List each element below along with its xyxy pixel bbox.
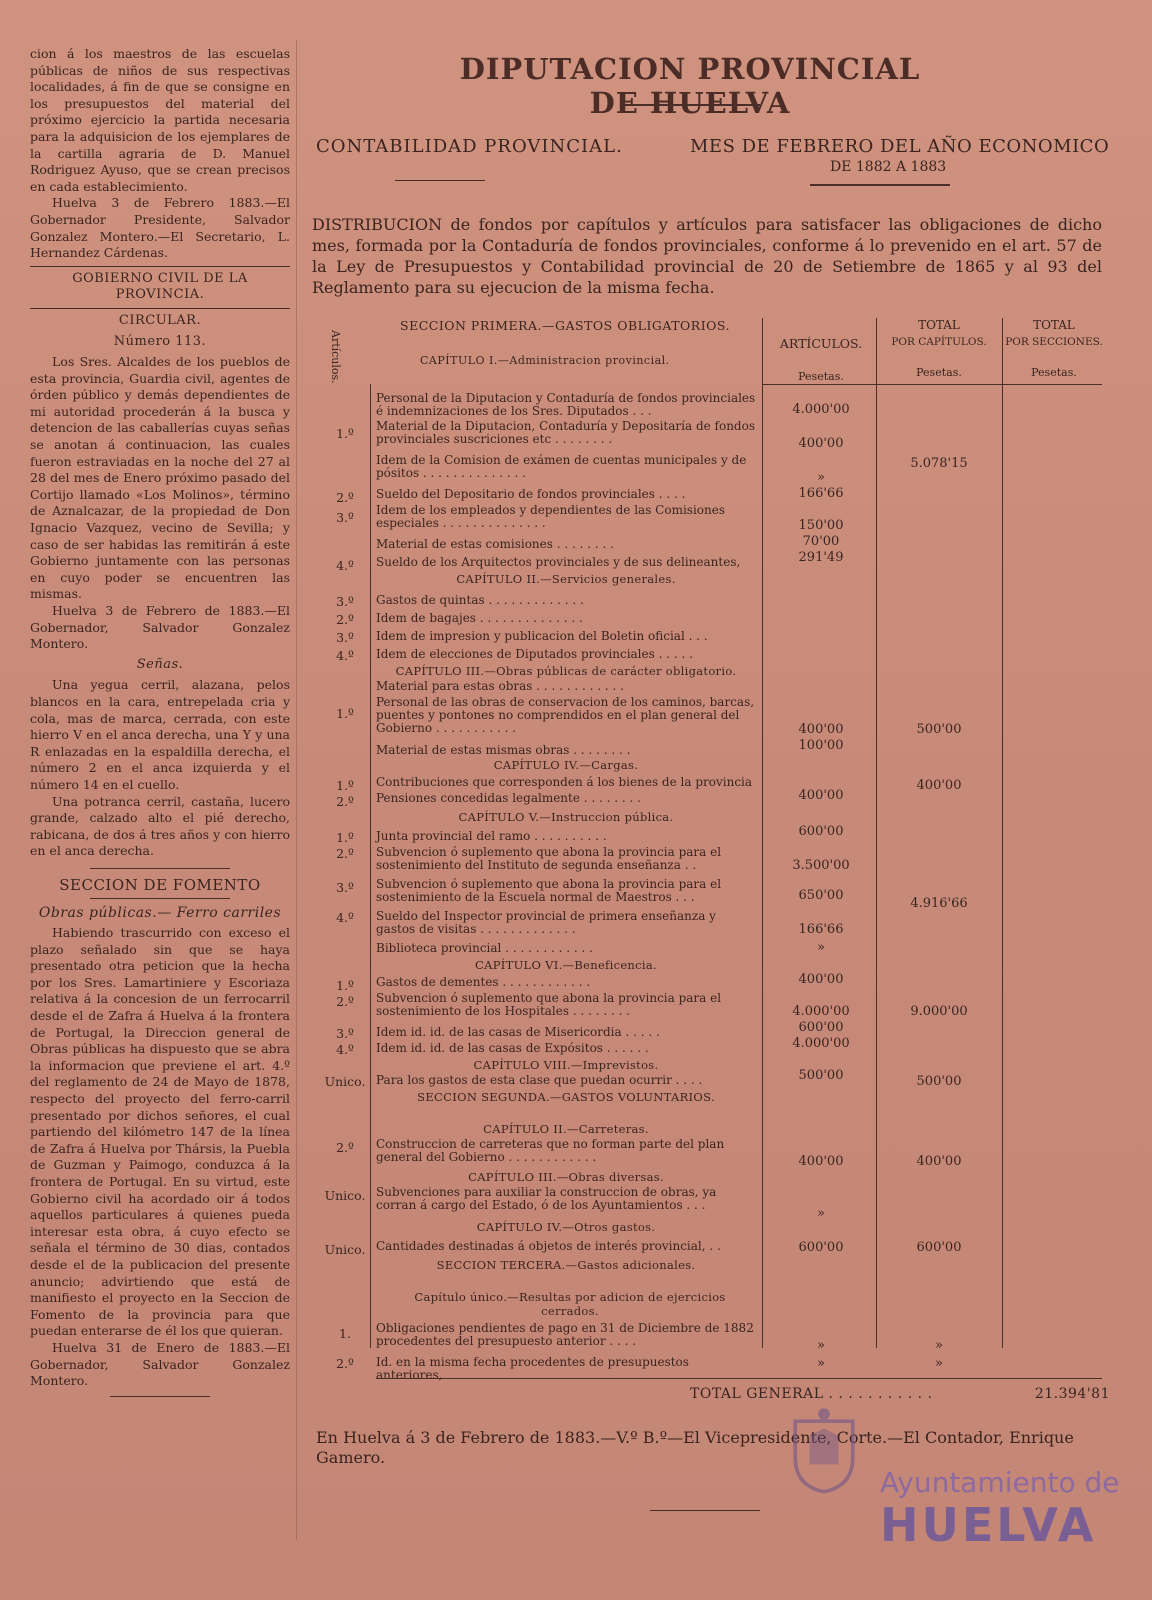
row-value: 166'66 [798,922,844,937]
month-heading: MES DE FEBRERO DEL AÑO ECONOMICO [690,136,1110,157]
years-heading: DE 1882 A 1883 [830,159,947,175]
section-heading: SECCION DE FOMENTO [59,875,261,894]
column-separator [296,40,297,1540]
row-value: » [817,1356,825,1371]
contabilidad-heading: CONTABILIDAD PROVINCIAL. [316,136,623,157]
row-article: 2.º [336,612,354,627]
row-article: 2.º [336,794,354,809]
chapter-heading: CAPÍTULO VIII.—Imprevistos. [473,1058,659,1072]
row-value: 650'00 [798,888,844,903]
row-article: 2.º [336,1140,354,1155]
row-article: 4.º [336,648,354,663]
table-rule [1002,318,1003,1348]
row-value: 100'00 [798,738,844,753]
left-paragraph: Habiendo trascurrido con exceso el plazo señalado sin que se haya presentado otra peticion que la hecha por los Sres. Lamartiniere y Escoriaza relativa á la concesion de un ferrocarril desde el de Zafra á Huelva á la frontera de Portugal, la Direccion general de Obras públicas ha dispuesto que se abra la informacion que previene el art. 4.º del reglamento de 24 de Mayo de 1878, respecto del proyecto del ferro-carril presentado por dichos señores, el cual partiendo del kilómetro 147 de la línea de Zafra á Huelva por Thársis, la Puebla de Guzman y Paimogo, conduzca á la frontera de Portugal. En su virtud, este Gobierno civil ha acordado oir á todos aquellos particulares á quienes pueda interesar esta obra, á cuyo efecto se señala el término de 30 dias, contados desde el de la publicacion del presente anuncio; advirtiendo que está de manifiesto el proyecto en la Seccion de Fomento de la provincia para que puedan enterarse de él los que quieran. [30,925,290,1339]
intro-paragraph: DISTRIBUCION de fondos por capítulos y artículos para satisfacer las obligaciones de dicho mes, formada por la Contaduría de fondos provinciales, conforme á lo prevenido en el art. 57 de la Ley de Presupuestos y Contabilidad provincial de 20 de Setiembre de 1865 y al 93 del Reglamento para su ejecucion de la misma fecha. [312,215,1102,297]
total-capitulos-header: TOTAL POR CAPÍTULOS. Pesetas. [891,318,987,379]
left-column [30,46,290,1403]
row-article: 3.º [336,1026,354,1041]
watermark-line1: Ayuntamiento de [880,1466,1120,1499]
table-row: Biblioteca provincial . . . . . . . . . . . . [376,941,593,955]
table-row: Construccion de carreteras que no forman parte del plan general del Gobierno . . . . . . . . . . . . [376,1137,725,1164]
subsection-heading: Obras públicas.— Ferro carriles [38,904,282,921]
row-value: 4.000'00 [792,402,850,417]
row-article: 4.º [336,558,354,573]
table-rule [762,318,763,1348]
chapter-total: » [935,1356,943,1371]
row-article: Unico. [324,1074,366,1089]
row-value: 400'00 [798,788,844,803]
row-value: » [817,940,825,955]
table-row: Gastos de quintas . . . . . . . . . . . . . [376,593,584,607]
table-row: Idem id. id. de las casas de Misericordia . . . . . [376,1025,660,1039]
total-secciones-header: TOTAL POR SECCIONES. Pesetas. [1005,318,1103,379]
table-rule [370,384,371,1348]
row-value: 600'00 [798,1020,844,1035]
table-row: Cantidades destinadas á objetos de interés provincial, . . [376,1239,721,1253]
row-article: 1.º [336,706,354,721]
row-article: 2.º [336,1356,354,1371]
row-value: 400'00 [798,1154,844,1169]
row-value: 3.500'00 [792,858,850,873]
left-signature: Huelva 3 de Febrero 1883.—El Gobernador Presidente, Salvador Gonzalez Montero.—El Secretario, L. Hernandez Cárdenas. [30,195,290,261]
row-value: » [817,1338,825,1353]
divider [110,1396,210,1397]
total-general [690,1386,1110,1402]
row-article: 4.º [336,1042,354,1057]
row-value: » [817,470,825,485]
section-heading: GOBIERNO CIVIL DE LA PROVINCIA. [72,270,248,303]
chapter-heading: CAPÍTULO IV.—Cargas. [493,758,639,772]
row-value: 400'00 [798,722,844,737]
left-paragraph: cion á los maestros de las escuelas públicas de niños de sus respectivas localidades, á fin de que se consigne en los presupuestos del material del próximo ejercicio la partida necesaria para la adquisicion de los ejemplares de la cartilla agraria de D. Manuel Rodriguez Ayuso, que se crean precisos en cada establecimiento. [30,46,290,194]
senas-heading: Señas. [136,656,184,672]
table-row: Idem id. id. de las casas de Expósitos . . . . . . [376,1041,649,1055]
table-row: Sueldo del Depositario de fondos provinciales . . . . [376,487,686,501]
ornament-line [395,180,485,181]
chapter-total: 4.916'66 [910,896,968,911]
row-value: » [817,1206,825,1221]
table-row: Subvencion ó suplemento que abona la provincia para el sostenimiento de la Escuela normal de Maestros . . . [376,877,722,904]
left-signature: Huelva 3 de Febrero de 1883.—El Gobernador, Salvador Gonzalez Montero. [30,603,290,652]
section-heading: SECCION TERCERA.—Gastos adicionales. [436,1258,696,1272]
chapter-total: 600'00 [916,1240,962,1255]
table-row: Material de estas mismas obras . . . . . . . . [376,743,631,757]
chapter-heading: Capítulo único.—Resultas por adicion de ejercicios cerrados. [414,1290,726,1318]
page-title: DIPUTACION PROVINCIAL DE HUELVA [459,52,921,120]
table-rule [376,1378,1102,1379]
chapter-total: 9.000'00 [910,1004,968,1019]
row-article: 3.º [336,880,354,895]
table-row: Gastos de dementes . . . . . . . . . . . . [376,975,591,989]
chapter-heading: CAPÍTULO V.—Instruccion pública. [458,810,674,824]
row-value: 600'00 [798,1240,844,1255]
row-article: 1.º [336,426,354,441]
table-row: Contribuciones que corresponden á los bienes de la provincia [376,775,753,789]
row-article: 1. [339,1326,351,1341]
circular-heading: CIRCULAR. [118,312,202,328]
pesetas-label: Pesetas. [798,370,844,383]
table-row: Idem de los empleados y dependientes de las Comisiones especiales . . . . . . . . . . . . . . [376,503,726,530]
row-value: 400'00 [798,436,844,451]
seccion-primera-heading: SECCION PRIMERA.—GASTOS OBLIGATORIOS. [400,318,730,333]
row-article: Unico. [324,1188,366,1203]
row-value: 291'49 [798,550,844,565]
table-row: Idem de impresion y publicacion del Boletin oficial . . . [376,629,708,643]
chapter-heading: CAPÍTULO II.—Carreteras. [483,1122,649,1136]
left-signature: Huelva 31 de Enero de 1883.—El Gobernador, Salvador Gonzalez Montero. [30,1339,290,1389]
total-general-label: TOTAL GENERAL . . . . . . . . . . . [690,1386,933,1402]
row-article: 1.º [336,830,354,845]
left-paragraph: Una yegua cerril, alazana, pelos blancos en la cara, entrepelada cria y cola, mas de marca, cerrada, con este hierro V en el anca derecha, una Y y una R enlazadas en la espaldilla derecha, el número 2 en el anca izquierda y el número 14 en el cuello. [30,677,290,792]
table-row: Personal de la Diputacion y Contaduría de fondos provinciales é indemnizaciones de los Sres. Diputados . . . [376,391,756,418]
left-paragraph: Los Sres. Alcaldes de los pueblos de esta provincia, Guardia civil, agentes de órden público y demás dependientes de mi autoridad procederán á la busca y detencion de las caballerías cuyas señas se anotan á continuacion, las cuales fueron estraviadas en la noche del 27 al 28 del mes de Enero próximo pasado del Cortijo llamado «Los Molinos», término de Aznalcazar, de la propiedad de Don Ignacio Vazquez, vecino de Sevilla; y caso de ser habidas las remitirán á este Gobierno juntamente con las personas en cuyo poder se encuentren las mismas. [30,354,290,602]
signoff: En Huelva á 3 de Febrero de 1883.—V.º B.º—El Vicepresidente, Corte.—El Contador, Enrique Gamero. [316,1428,1074,1467]
row-article: 1.º [336,778,354,793]
row-article: 3.º [336,510,354,525]
chapter-total: » [935,1338,943,1353]
chapter-heading: CAPÍTULO IV.—Otros gastos. [476,1220,656,1234]
chapter-total: 500'00 [916,722,962,737]
table-row: Junta provincial del ramo . . . . . . . . . . [376,829,607,843]
row-article: 3.º [336,630,354,645]
watermark-line2: HUELVA [880,1498,1097,1552]
chapter-total: 400'00 [916,778,962,793]
row-article: 2.º [336,490,354,505]
row-value: 500'00 [798,1068,844,1083]
chapter-heading: CAPÍTULO III.—Obras diversas. [468,1170,664,1184]
table-row: Idem de la Comision de exámen de cuentas municipales y de pósitos . . . . . . . . . . . . . . [376,453,747,480]
row-value: 150'00 [798,518,844,533]
row-article: Unico. [324,1242,366,1257]
chapter-total: 400'00 [916,1154,962,1169]
divider [90,868,230,869]
table-row: Id. en la misma fecha procedentes de presupuestos anteriores, [376,1355,689,1382]
table-rule [762,384,1102,385]
divider [30,308,290,309]
table-row: Material de estas comisiones . . . . . . . . [376,537,614,551]
articulos-column-header: ARTÍCULOS. [779,336,863,351]
ornament-line [650,1510,760,1511]
articulos-vertical-label: Artículos. [329,330,342,384]
table-row: Pensiones concedidas legalmente . . . . . . . . [376,791,641,805]
chapter-heading: CAPÍTULO III.—Obras públicas de carácter obligatorio. [395,664,737,678]
table-row: Para los gastos de esta clase que puedan ocurrir . . . . [376,1073,703,1087]
row-value: 70'00 [802,534,840,549]
left-paragraph: Una potranca cerril, castaña, lucero grande, calzado alto el pié derecho, rabicana, de dos á tres años y con hierro en el anca derecha. [30,793,290,859]
row-value: 4.000'00 [792,1004,850,1019]
table-row: Sueldo de los Arquitectos provinciales y de sus delineantes, [376,555,741,569]
total-general-value: 21.394'81 [1034,1386,1110,1402]
divider [90,898,230,899]
table-row: Material de la Diputacion, Contaduría y Depositaría de fondos provinciales suscriciones etc . . . . . . . . [376,419,755,446]
row-value: 600'00 [798,824,844,839]
ornament-line [810,184,950,186]
row-article: 1.º [336,978,354,993]
table-row: Material para estas obras . . . . . . . . . . . . [376,679,624,693]
coat-of-arms-icon [788,1400,860,1500]
chapter-total: 5.078'15 [910,456,968,471]
divider [30,266,290,267]
table-row: Personal de las obras de conservacion de los caminos, barcas, puentes y pontones no comprendidos en el plan general del Gobierno . . . . . . . . . . . [376,695,755,735]
table-row: Idem de bagajes . . . . . . . . . . . . . . [376,611,583,625]
row-article: 2.º [336,994,354,1009]
row-value: 4.000'00 [792,1036,850,1051]
table-row: Subvencion ó suplemento que abona la provincia para el sostenimiento de los Hospitales . . . . . . . . [376,991,722,1018]
row-article: 4.º [336,910,354,925]
section-heading: SECCION SEGUNDA.—GASTOS VOLUNTARIOS. [417,1090,715,1104]
table-row: Subvencion ó suplemento que abona la provincia para el sostenimiento del Instituto de segunda enseñanza . . [376,845,722,872]
chapter-heading: CAPÍTULO II.—Servicios generales. [456,572,676,586]
table-row: Idem de elecciones de Diputados provinciales . . . . . [376,647,693,661]
table-rule [876,318,877,1348]
chapter-heading: CAPÍTULO I.—Administracion provincial. [420,354,670,367]
table-row: Obligaciones pendientes de pago en 31 de Diciembre de 1882 procedentes del presupuesto anterior . . . . [376,1321,754,1348]
ornament-line [620,104,760,106]
row-value: 166'66 [798,486,844,501]
table-row: Subvenciones para auxiliar la construccion de obras, ya corran á cargo del Estado, ó de los Ayuntamientos . . . [376,1185,717,1212]
chapter-total: 500'00 [916,1074,962,1089]
row-value: 400'00 [798,972,844,987]
table-row: Sueldo del Inspector provincial de primera enseñanza y gastos de visitas . . . . . . . . . . . . . [376,909,716,936]
circular-number: Número 113. [113,333,207,349]
row-article: 3.º [336,594,354,609]
chapter-heading: CAPÍTULO VI.—Beneficencia. [475,958,657,972]
row-article: 2.º [336,846,354,861]
